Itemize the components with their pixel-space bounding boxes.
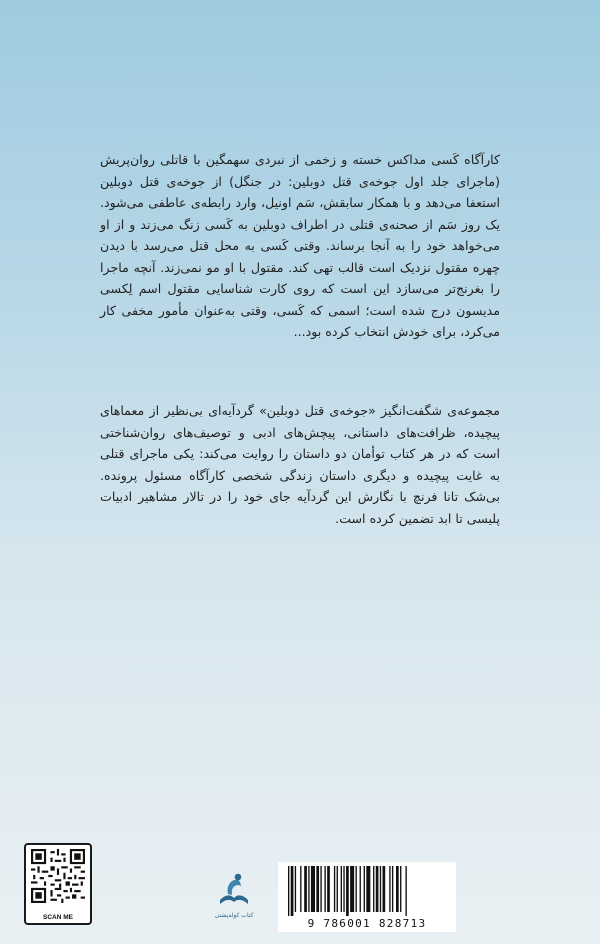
barcode-bar	[295, 866, 296, 912]
barcode-bar	[311, 866, 315, 912]
barcode-bar	[343, 866, 344, 912]
barcode-bar	[327, 866, 330, 912]
barcode-bar	[405, 866, 406, 916]
publisher-logo	[214, 870, 254, 926]
qr-code-icon	[31, 849, 85, 903]
barcode-bar	[364, 866, 365, 912]
barcode-bar	[383, 866, 386, 912]
barcode-bar	[360, 866, 361, 912]
barcode-bar	[366, 866, 370, 912]
barcode-bar	[400, 866, 401, 912]
series-description-paragraph: مجموعه‌ی شگفت‌انگیز «جوخه‌ی قتل دوبلین» گردآیه‌ای بی‌نظیر از معماهای پیچیده، ظرافت‌های داستانی، پیچش‌های ادبی و توصیف‌های روان‌شناختی است که در هر کتاب توأمان دو داستان را روایت می‌کند: یکی ماجرای قتلی به غایت پیچیده و دیگری داستان زندگی شخصی کارآگاه مسئول پرونده. بی‌شک تانا فرنچ با نگارش این گردآیه جای خود را در تالار مشاهیر ادبیات پلیسی تا ابد تضمین کرده است.	[100, 403, 500, 526]
barcode-bar	[376, 866, 379, 912]
barcode-bar	[320, 866, 321, 912]
synopsis-paragraph: کارآگاه کَسی مداکس خسته و زخمی از نبردی سهمگین با قاتلی روان‌پریش (ماجرای جلد اول جوخه‌ی قتل دوبلین: در جنگل) از جوخه‌ی قتل دوبلین استعفا می‌دهد و با همکار سابقش، سَم اونیل، وارد رابطه‌ی عاطفی می‌شود. یک روز سَم از صحنه‌ی قتلی در اطراف دوبلین به کَسی زنگ می‌زند و از او می‌خواهد خود را به آنجا برساند. وقتی کَسی به محل قتل می‌رسد با دیدن چهره مقتول نزدیک است قالب تهی کند. مقتول با او مو نمی‌زند. آنچه ماجرا را بغرنج‌تر می‌سازد این است که روی کارت شناسایی مقتول اسم لِکسی مدیسون درج شده است؛ اسمی که کَسی، وقتی به‌عنوان مأمور مخفی کار می‌کرد، برای خودش انتخاب کرده بود...	[100, 152, 500, 339]
barcode-bar	[308, 866, 309, 912]
barcode-bar	[291, 866, 294, 916]
publisher-logo-icon	[214, 870, 254, 912]
barcode-bar	[334, 866, 335, 912]
barcode-bar	[392, 866, 393, 912]
barcode-bar	[389, 866, 390, 912]
isbn-barcode-icon	[278, 862, 456, 916]
barcode-bar	[356, 866, 357, 912]
barcode-bar	[396, 866, 399, 912]
barcode-bar	[316, 866, 319, 912]
publisher-name: کتاب کوله‌پشتی	[214, 912, 254, 919]
qr-code[interactable]	[24, 843, 92, 925]
barcode-bar	[300, 866, 301, 912]
barcode-bar	[337, 866, 338, 912]
isbn-number: 9 786001 828713	[307, 917, 427, 930]
barcode-bar	[346, 866, 349, 916]
barcode-bar	[324, 866, 325, 912]
barcode-bar	[341, 866, 342, 912]
barcode-bar	[350, 866, 354, 912]
barcode-bar	[373, 866, 374, 912]
barcode-bar	[288, 866, 289, 916]
barcode-bar	[304, 866, 307, 912]
qr-scan-label: SCAN ME	[43, 914, 73, 921]
barcode-bar	[380, 866, 381, 912]
isbn-barcode	[278, 862, 456, 932]
